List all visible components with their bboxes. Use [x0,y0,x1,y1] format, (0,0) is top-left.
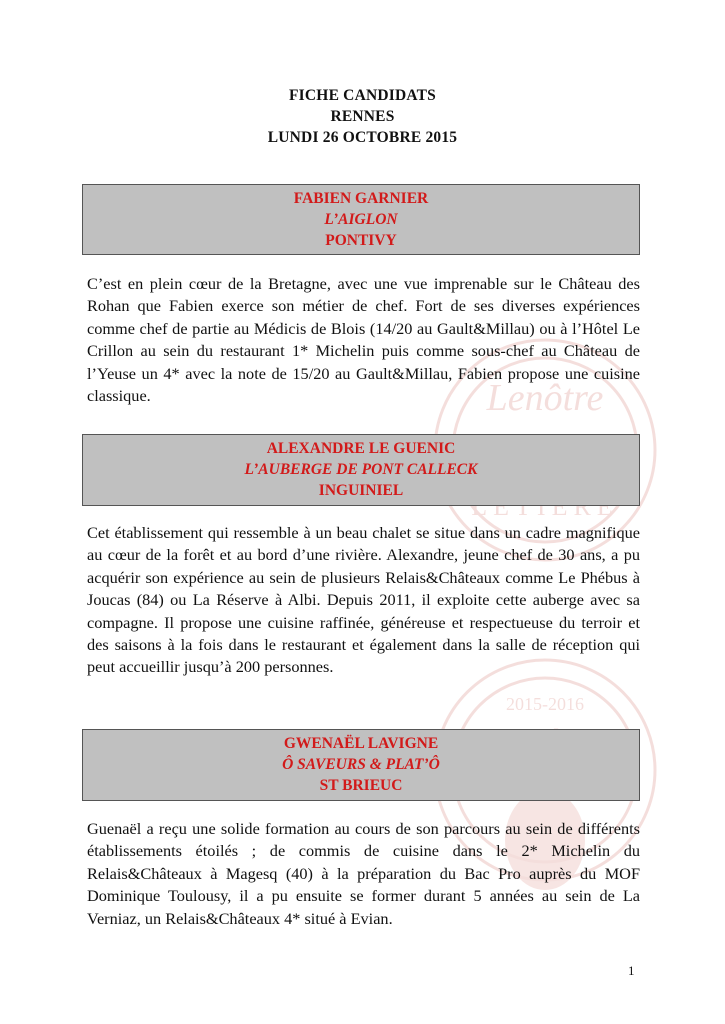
watermark-year: 2015-2016 [506,694,584,714]
candidate-restaurant: L’AUBERGE DE PONT CALLECK [244,461,478,478]
page-number: 1 [628,963,635,978]
candidate-restaurant: L’AIGLON [324,211,398,228]
candidate-restaurant: Ô SAVEURS & PLAT’Ô [282,756,440,773]
candidate-name: FABIEN GARNIER [293,190,429,207]
header-city: RENNES [330,108,395,125]
candidate-header-box [82,184,640,255]
svg-text:LÉTIÈRE: LÉTIÈRE [471,492,619,521]
candidate-town: PONTIVY [325,232,397,249]
candidate-description: C’est en plein cœur de la Bretagne, avec une vue imprenable sur le Château des Rohan que Fabien exerce son métier de chef. Fort de ses diverses expériences comme chef de partie au Médicis de Blois (14/20 au Gault&Millau) ou à l’Hôtel Le Crillon au sein du restaurant 1* Michelin puis comme sous-chef au Château de l’Yeuse un 4* avec la note de 15/20 au Gault&Millau, Fabien propose une cuisine classique. [87,274,640,406]
header-date: LUNDI 26 OCTOBRE 2015 [267,129,458,146]
candidate-name: GWENAËL LAVIGNE [283,735,439,752]
svg-text:Lenôtre: Lenôtre [486,377,604,419]
candidate-description: Guenaël a reçu une solide formation au cours de son parcours au sein de différents établissements étoilés ; de commis de cuisine dans le 2* Michelin du Relais&Châteaux à Magesq (40) à la préparation du Bac Pro auprès du MOF Dominique Toulousy, il a pu ensuite se former durant 5 années au sein de La Verniaz, un Relais&Châteaux 4* situé à Evian. [87,819,640,928]
candidate-description: Cet établissement qui ressemble à un beau chalet se situe dans un cadre magnifique au cœur de la forêt et au bord d’une rivière. Alexandre, jeune chef de 30 ans, a pu acquérir son expérience au sein de plusieurs Relais&Châteaux comme Le Phébus à Joucas (84) ou La Réserve à Albi. Depuis 2011, il exploite cette auberge avec sa compagne. Il propose une cuisine raffinée, généreuse et respectueuse du terroir et des saisons à la fois dans le restaurant et également dans la salle de réception qui peut accueillir jusqu’à 200 personnes. [87,523,640,677]
candidate-header-box [82,729,640,801]
header-title: FICHE CANDIDATS [289,87,436,104]
candidate-town: INGUINIEL [318,482,404,499]
document-header [0,85,725,148]
candidate-town: ST BRIEUC [319,777,403,794]
candidate-header-box [82,434,640,506]
candidate-name: ALEXANDRE LE GUENIC [266,440,456,457]
